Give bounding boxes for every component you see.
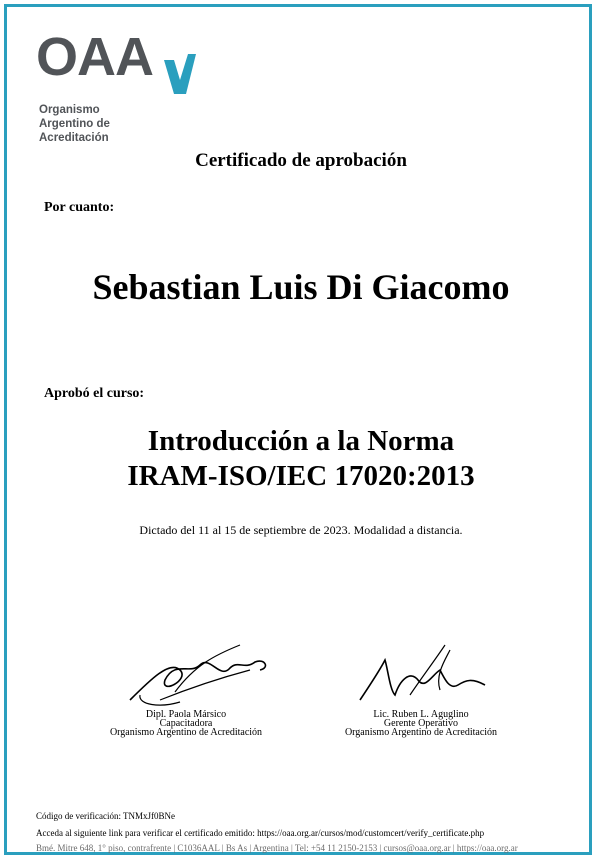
- logo-line-3: Acreditación: [39, 132, 109, 144]
- certificate-title: Certificado de aprobación: [195, 150, 407, 171]
- lead-text: Por cuanto:: [44, 200, 115, 215]
- signature-2-image: [340, 640, 560, 710]
- logo-line-2: Argentino de: [39, 118, 110, 130]
- signature-2-block: [301, 710, 541, 737]
- signatory-1-name: Dipl. Paola Mársico: [145, 709, 227, 720]
- oaa-logo: [36, 27, 206, 150]
- course-title-line-1: Introducción a la Norma: [147, 425, 455, 457]
- signatory-2-name: Lic. Ruben L. Aguglino: [373, 709, 469, 720]
- signature-1-block: [66, 710, 306, 737]
- signature-1-image: [120, 640, 340, 710]
- signatory-2-role: Gerente Operativo: [383, 718, 459, 729]
- signatory-1-role: Capacitadora: [159, 718, 213, 729]
- signatory-1-org: Organismo Argentino de Acreditación: [109, 727, 263, 738]
- course-details: Dictado del 11 al 15 de septiembre de 2023. Modalidad a distancia.: [139, 523, 463, 537]
- logo-line-1: Organismo: [39, 104, 100, 116]
- course-title: [0, 424, 602, 494]
- footer-address: Bmé. Mitre 648, 1° piso, contrafrente | C1036AAL | Bs As | Argentina | Tel: +54 11 2150-2153 | cursos@oaa.org.ar | https://oaa.org.ar: [36, 843, 518, 853]
- verification-link-text[interactable]: Acceda al siguiente link para verificar el certificado emitido: https://oaa.org.ar/cursos/mod/customcert/verify_certificate.php: [36, 828, 485, 838]
- checkmark-icon: [162, 50, 198, 98]
- course-lead-text: Aprobó el curso:: [44, 386, 145, 401]
- signatory-2-org: Organismo Argentino de Acreditación: [344, 727, 498, 738]
- verification-code: Código de verificación: TNMxJf0BNe: [36, 811, 176, 821]
- logo-mark: OAA: [36, 27, 153, 87]
- recipient-name: Sebastian Luis Di Giacomo: [92, 267, 510, 307]
- course-title-line-2: IRAM-ISO/IEC 17020:2013: [127, 460, 475, 492]
